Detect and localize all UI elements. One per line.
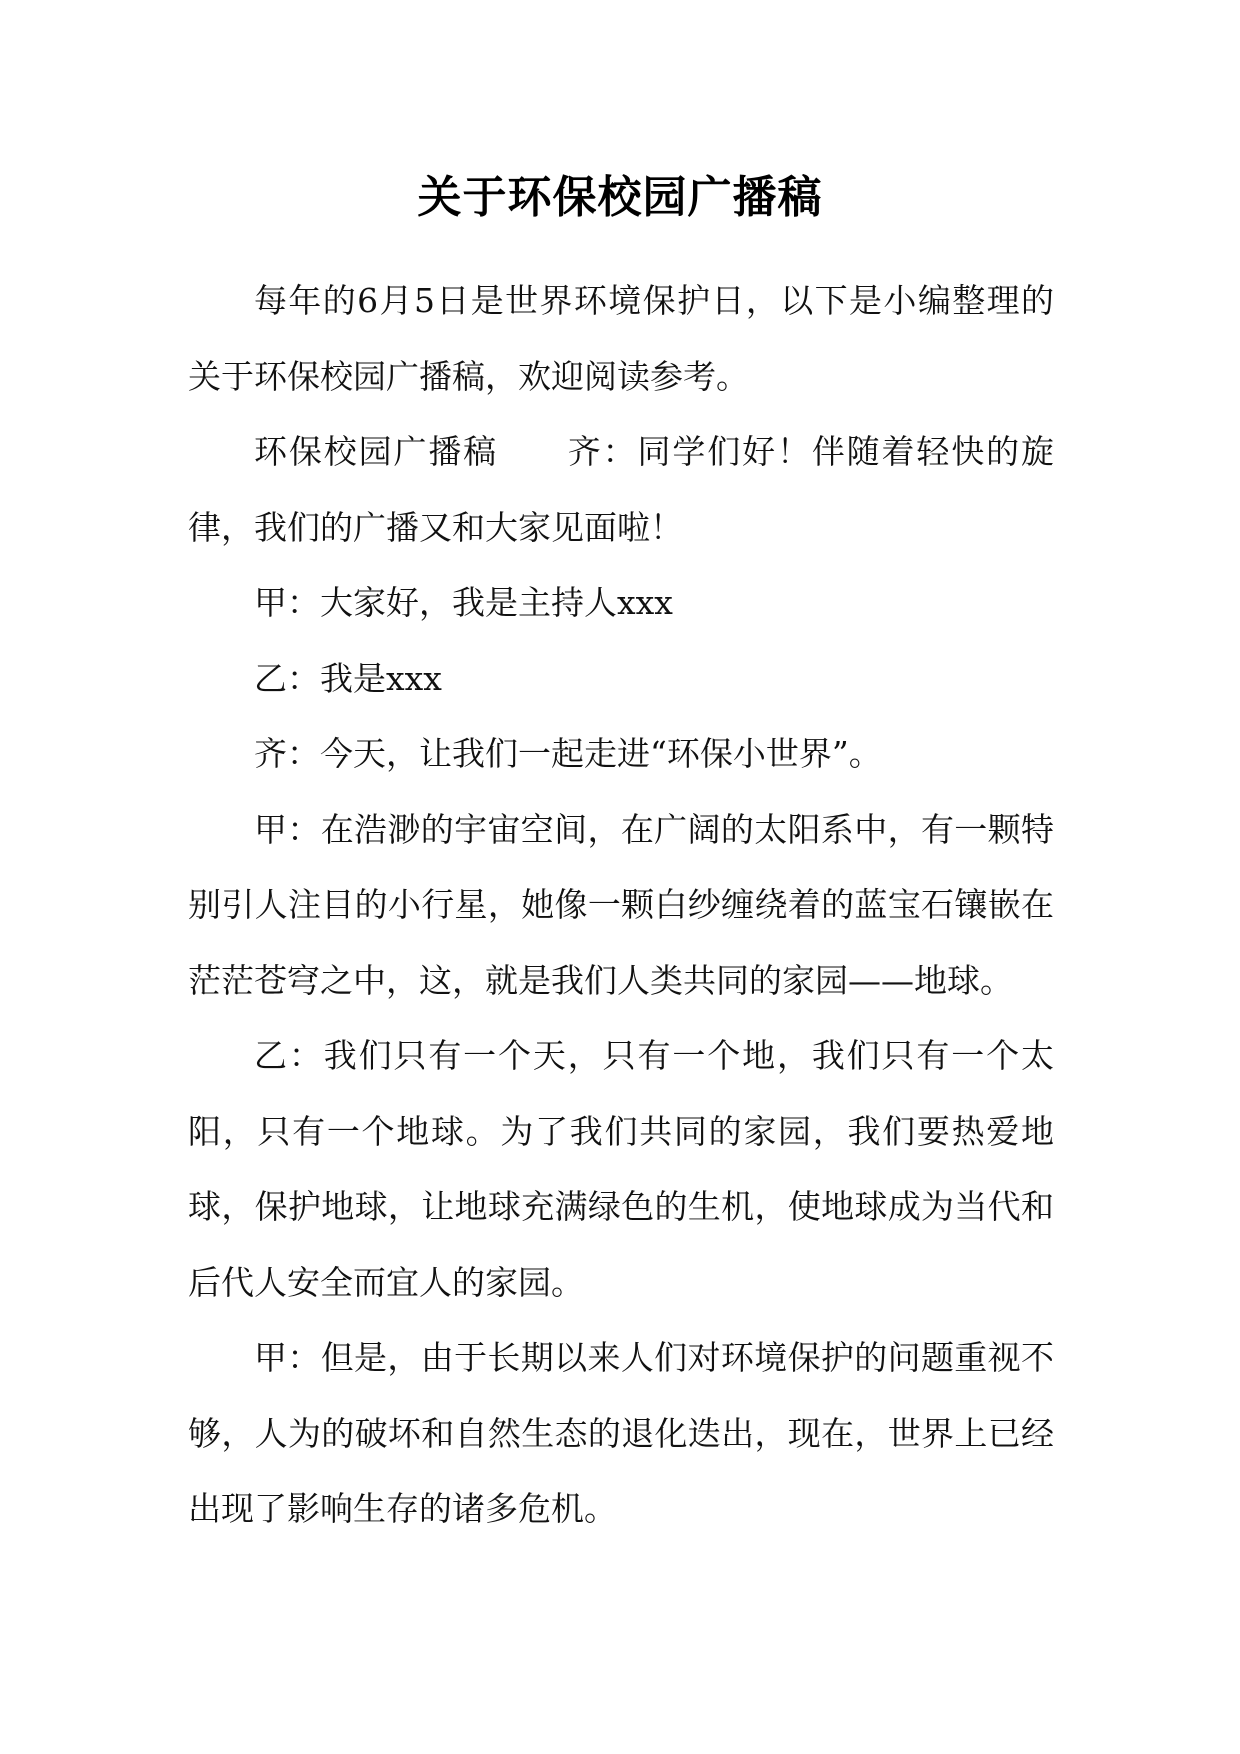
paragraph-one-earth: 乙：我们只有一个天，只有一个地，我们只有一个太阳，只有一个地球。为了我们共同的家园，我们要热爱地球，保护地球，让地球充满绿色的生机，使地球成为当代和后代人安全而宜人的家园。	[188, 1036, 1054, 1302]
document-title: 关于环保校园广播稿	[417, 172, 823, 223]
paragraph-crisis: 甲：但是，由于长期以来人们对环境保护的问题重视不够，人为的破坏和自然生态的退化迭出，现在，世界上已经出现了影响生存的诸多危机。	[188, 1338, 1054, 1528]
paragraph-host-a-intro: 甲：大家好，我是主持人xxx	[254, 583, 673, 622]
paragraph-earth: 甲：在浩渺的宇宙空间，在广阔的太阳系中，有一颗特别引人注目的小行星，她像一颗白纱缠绕着的蓝宝石镶嵌在茫茫苍穹之中，这，就是我们人类共同的家园——地球。	[188, 809, 1054, 1000]
paragraph-together: 齐：今天，让我们一起走进“环保小世界”。	[254, 734, 882, 773]
document-body	[188, 263, 1054, 1547]
paragraph-intro: 每年的6月5日是世界环境保护日，以下是小编整理的关于环保校园广播稿，欢迎阅读参考。	[188, 281, 1054, 396]
paragraph-opening: 环保校园广播稿 齐：同学们好！伴随着轻快的旋律，我们的广播又和大家见面啦！	[188, 432, 1054, 547]
paragraph-host-b-intro: 乙：我是xxx	[254, 658, 442, 698]
